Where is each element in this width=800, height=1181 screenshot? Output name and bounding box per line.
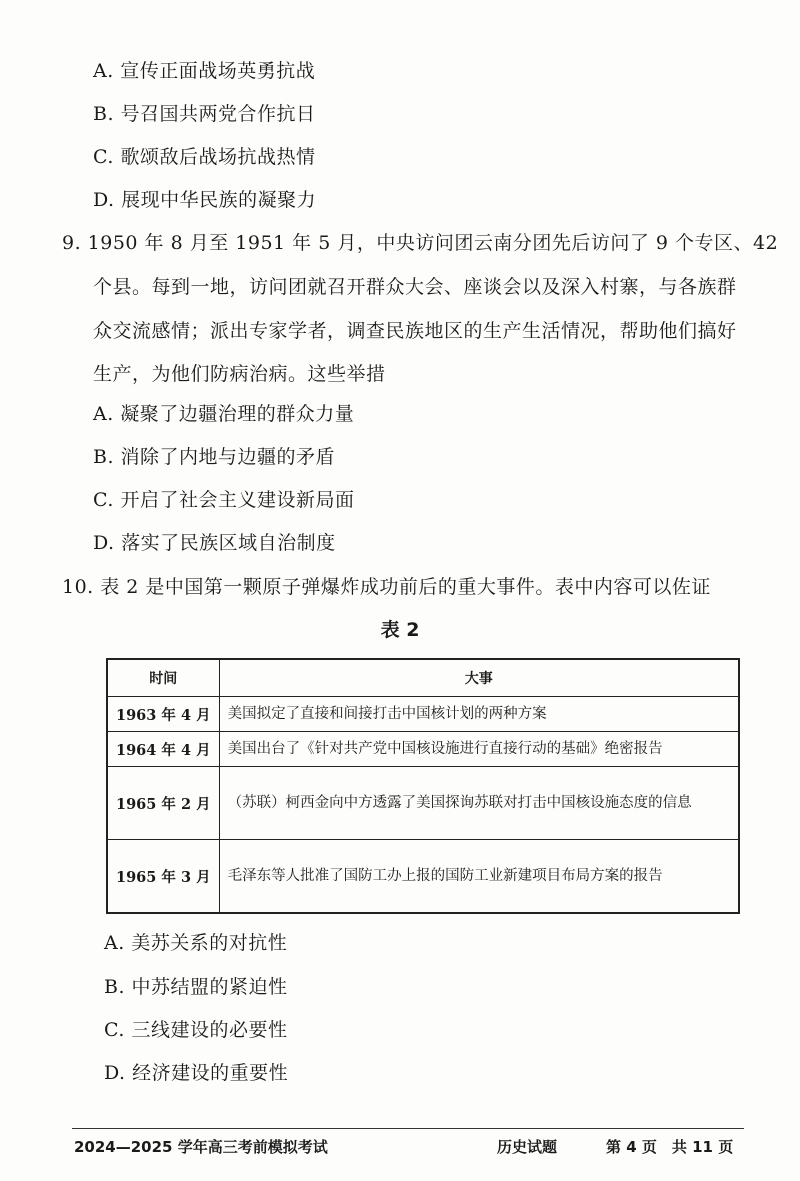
footer-page-info: 第 4 页 共 11 页	[606, 1138, 734, 1156]
table-row	[107, 767, 739, 840]
q8-option-c: C. 歌颂敌后战场抗战热情	[93, 146, 316, 168]
q10-option-d: D. 经济建设的重要性	[104, 1062, 289, 1084]
q9-option-d: D. 落实了民族区域自治制度	[93, 532, 336, 554]
q9-option-a: A. 凝聚了边疆治理的群众力量	[93, 403, 355, 425]
q10-option-b: B. 中苏结盟的紧迫性	[104, 976, 288, 998]
q9-stem-line-4: 生产，为他们防病治病。这些举措	[93, 363, 386, 385]
table-row	[107, 732, 739, 767]
q10-option-c: C. 三线建设的必要性	[104, 1019, 288, 1041]
table-cell-event: 美国出台了《针对共产党中国核设施进行直接行动的基础》绝密报告	[219, 732, 739, 767]
table-cell-date: 1963 年 4 月	[107, 697, 219, 732]
table-caption: 表 2	[380, 619, 420, 641]
events-table	[106, 658, 740, 914]
q10-stem: 10. 表 2 是中国第一颗原子弹爆炸成功前后的重大事件。表中内容可以佐证	[62, 576, 711, 598]
table-row	[107, 697, 739, 732]
q9-option-c: C. 开启了社会主义建设新局面	[93, 489, 355, 511]
table-cell-date: 1965 年 2 月	[107, 767, 219, 840]
table-cell-event: 毛泽东等人批准了国防工办上报的国防工业新建项目布局方案的报告	[219, 840, 739, 914]
table-row	[107, 840, 739, 914]
table-cell-date: 1964 年 4 月	[107, 732, 219, 767]
q9-stem-line-1: 9. 1950 年 8 月至 1951 年 5 月，中央访问团云南分团先后访问了 9 个专区、42	[62, 232, 779, 254]
q10-option-a: A. 美苏关系的对抗性	[104, 932, 288, 954]
footer-divider	[72, 1128, 744, 1129]
q9-stem-line-2: 个县。每到一地，访问团就召开群众大会、座谈会以及深入村寨，与各族群	[93, 276, 737, 298]
q8-option-d: D. 展现中华民族的凝聚力	[93, 189, 317, 211]
footer-exam-name: 2024—2025 学年高三考前模拟考试	[74, 1138, 328, 1156]
table-cell-event: （苏联）柯西金向中方透露了美国探询苏联对打击中国核设施态度的信息	[219, 767, 739, 840]
table-header-row	[107, 659, 739, 697]
q8-option-a: A. 宣传正面战场英勇抗战	[93, 60, 316, 82]
table-cell-event: 美国拟定了直接和间接打击中国核计划的两种方案	[219, 697, 739, 732]
footer-subject: 历史试题	[497, 1138, 558, 1156]
table-header-event: 大事	[219, 659, 739, 697]
table-cell-date: 1965 年 3 月	[107, 840, 219, 914]
q9-option-b: B. 消除了内地与边疆的矛盾	[93, 446, 336, 468]
table-header-date: 时间	[107, 659, 219, 697]
q9-stem-line-3: 众交流感情；派出专家学者，调查民族地区的生产生活情况，帮助他们搞好	[93, 320, 737, 342]
q8-option-b: B. 号召国共两党合作抗日	[93, 103, 316, 125]
